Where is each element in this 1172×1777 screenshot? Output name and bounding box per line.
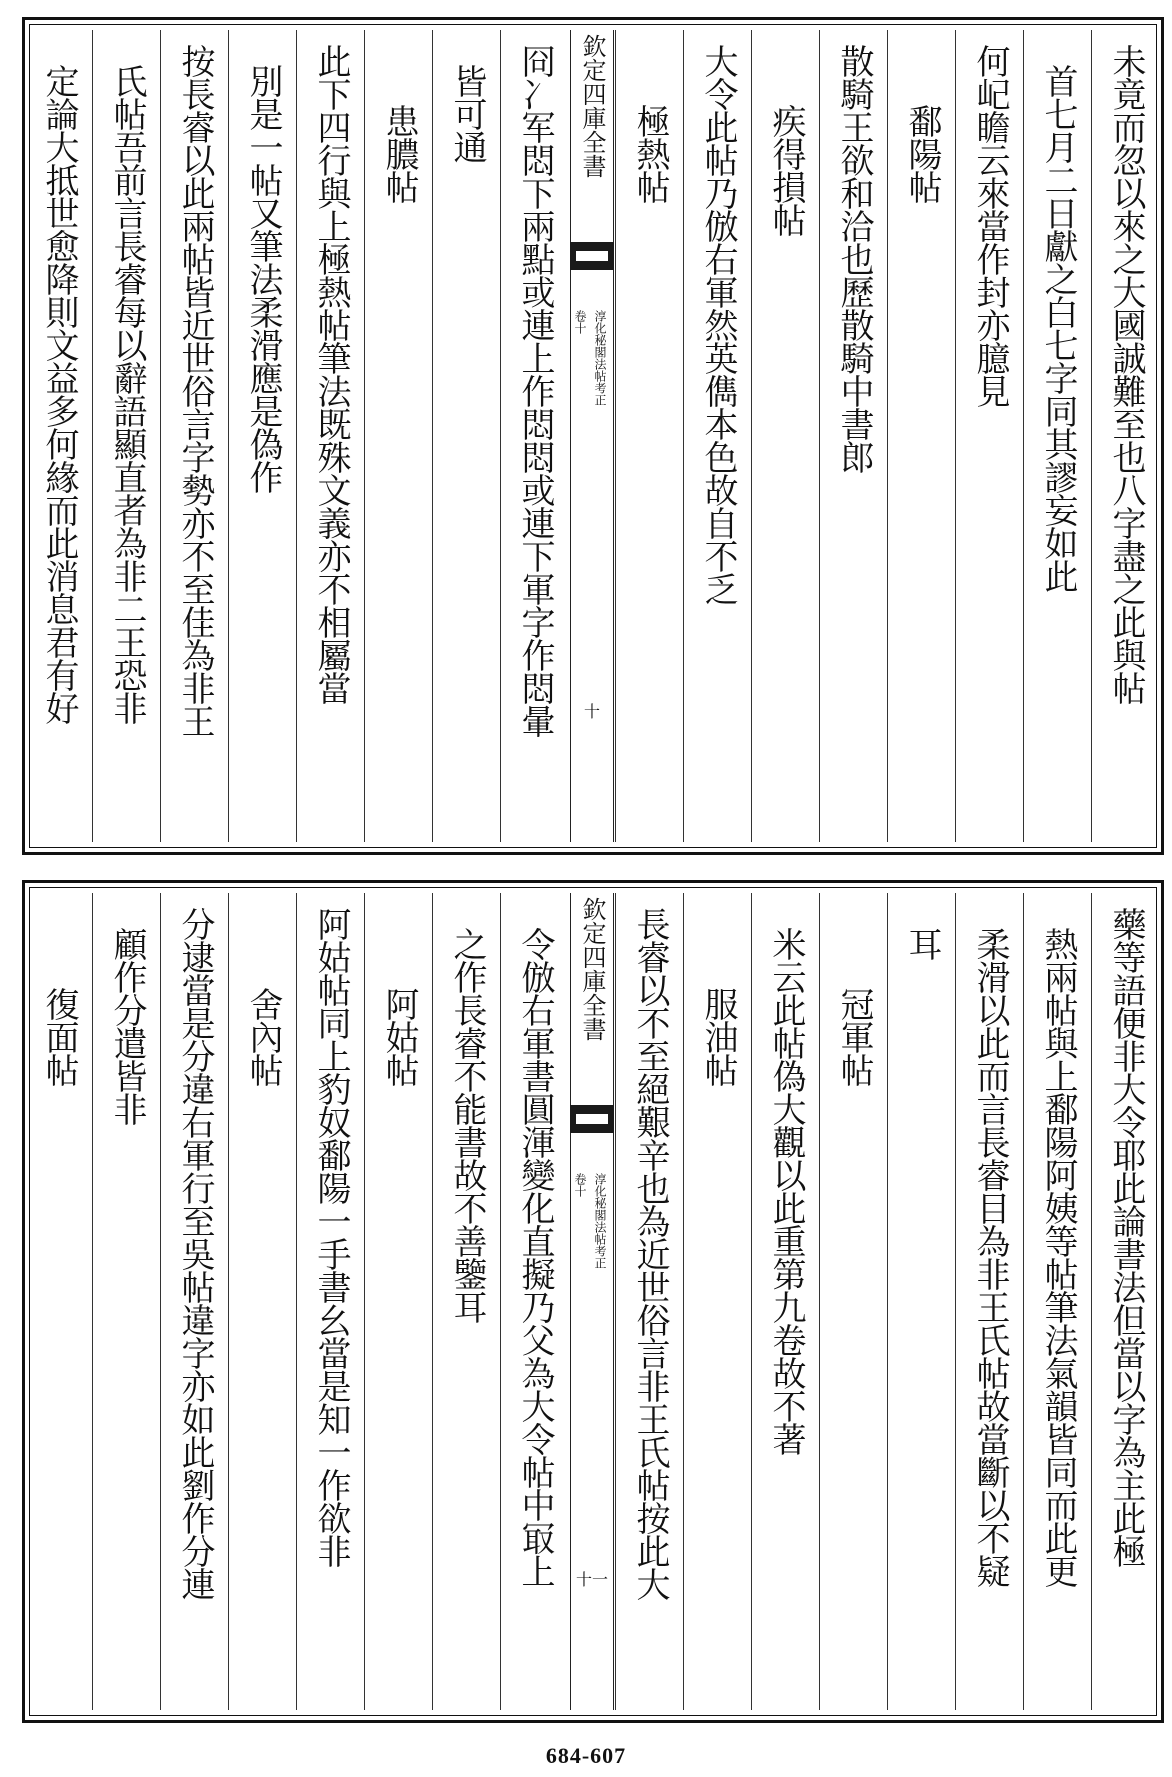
column-text: 顧作分遣皆非 bbox=[107, 927, 147, 1125]
text-column bbox=[162, 30, 228, 842]
text-column bbox=[26, 893, 92, 1710]
column-rule bbox=[500, 30, 501, 842]
text-column bbox=[366, 30, 432, 842]
text-column bbox=[434, 893, 500, 1710]
column-rule bbox=[615, 893, 616, 1710]
column-rule bbox=[92, 893, 93, 1710]
text-column bbox=[298, 893, 364, 1710]
text-column bbox=[94, 30, 160, 842]
column-rule bbox=[160, 30, 161, 842]
fish-tail-ornament bbox=[570, 1105, 614, 1133]
column-rule bbox=[751, 893, 752, 1710]
gutter-book-title: 淳化秘閣法帖考正 bbox=[593, 1173, 607, 1269]
gutter-volume: 卷十 bbox=[573, 1173, 587, 1197]
column-rule bbox=[1023, 30, 1024, 842]
gutter-volume: 卷十 bbox=[573, 310, 587, 334]
center-gutter bbox=[570, 30, 614, 842]
center-gutter bbox=[570, 893, 614, 1710]
column-rule bbox=[1023, 893, 1024, 1710]
column-rule bbox=[819, 30, 820, 842]
column-rule bbox=[228, 30, 229, 842]
column-text: 服油帖 bbox=[698, 987, 738, 1086]
column-rule bbox=[432, 893, 433, 1710]
column-rule bbox=[683, 893, 684, 1710]
top-page bbox=[22, 17, 1164, 855]
text-column bbox=[821, 30, 887, 842]
column-text: 分逮當是分違右軍行至吳帖違字亦如此劉作分連 bbox=[175, 907, 215, 1600]
column-rule bbox=[819, 893, 820, 1710]
column-rule bbox=[160, 893, 161, 1710]
column-rule bbox=[432, 30, 433, 842]
column-rule bbox=[955, 893, 956, 1710]
text-column bbox=[889, 893, 955, 1710]
column-text: 復面帖 bbox=[39, 987, 79, 1086]
column-text: 極熱帖 bbox=[630, 104, 670, 203]
folio-number: 684-607 bbox=[545, 1743, 627, 1768]
text-column bbox=[1093, 30, 1159, 842]
column-text: 冏冫军悶下兩點或連上作悶悶或連下軍字作悶暈 bbox=[515, 44, 555, 737]
text-column bbox=[957, 893, 1023, 1710]
text-column bbox=[617, 30, 683, 842]
column-text: 疾得損帖 bbox=[766, 104, 806, 236]
text-column bbox=[502, 30, 568, 842]
text-column bbox=[230, 893, 296, 1710]
column-text: 長睿以不至絕艱辛也為近世俗言非王氏帖按此大 bbox=[630, 907, 670, 1600]
column-text: 藥等語便非大令耶此論書法但當以字為主此極 bbox=[1106, 907, 1146, 1567]
text-column bbox=[94, 893, 160, 1710]
text-column bbox=[502, 893, 568, 1710]
column-text: 耳 bbox=[902, 927, 942, 960]
text-column bbox=[685, 893, 751, 1710]
column-text: 皆可通 bbox=[447, 64, 487, 163]
column-rule bbox=[364, 30, 365, 842]
gutter-header: 欽定四庫全書 bbox=[578, 897, 606, 1041]
column-text: 氏帖吾前言長睿每以辭語顯直者為非二王恐非 bbox=[107, 64, 147, 724]
bottom-page bbox=[22, 880, 1164, 1723]
text-column bbox=[1025, 30, 1091, 842]
column-rule bbox=[364, 893, 365, 1710]
column-rule bbox=[887, 30, 888, 842]
column-text: 阿姑帖同上豹奴鄱陽一手書幺當是知一作欲非 bbox=[311, 907, 351, 1567]
column-text: 何屺瞻云來當作封亦臆見 bbox=[970, 44, 1010, 407]
column-text: 此下四行與上極熱帖筆法既殊文義亦不相屬當 bbox=[311, 44, 351, 704]
fish-tail-ornament bbox=[570, 242, 614, 270]
column-text: 別是一帖又筆法柔滑應是偽作 bbox=[243, 64, 283, 493]
column-text: 令倣右軍書圓渾變化直擬乃父為大令帖中冣上 bbox=[515, 927, 555, 1587]
column-rule bbox=[296, 893, 297, 1710]
column-text: 柔滑以此而言長睿目為非王氏帖故當斷以不疑 bbox=[970, 927, 1010, 1587]
text-column bbox=[434, 30, 500, 842]
column-text: 冠軍帖 bbox=[834, 987, 874, 1086]
text-column bbox=[957, 30, 1023, 842]
column-rule bbox=[1091, 30, 1092, 842]
column-text: 鄱陽帖 bbox=[902, 104, 942, 203]
column-text: 米云此帖偽大觀以此重第九卷故不著 bbox=[766, 927, 806, 1455]
column-text: 首七月二日獻之白七字同其謬妄如此 bbox=[1038, 64, 1078, 592]
column-rule bbox=[1091, 893, 1092, 1710]
text-column bbox=[230, 30, 296, 842]
column-text: 之作長睿不能書故不善鑒耳 bbox=[447, 927, 487, 1323]
column-text: 大令此帖乃倣右軍然英儁本色故自不乏 bbox=[698, 44, 738, 605]
text-column bbox=[26, 30, 92, 842]
text-column bbox=[821, 893, 887, 1710]
text-column bbox=[366, 893, 432, 1710]
text-column bbox=[889, 30, 955, 842]
column-text: 舍內帖 bbox=[243, 987, 283, 1086]
gutter-header: 欽定四庫全書 bbox=[578, 34, 606, 178]
column-rule bbox=[683, 30, 684, 842]
gutter-page-number: 十一 bbox=[575, 1570, 608, 1589]
column-rule bbox=[955, 30, 956, 842]
text-column bbox=[753, 893, 819, 1710]
column-text: 散騎王欲和洽也歷散騎中書郎 bbox=[834, 44, 874, 473]
gutter-book-title: 淳化秘閣法帖考正 bbox=[593, 310, 607, 406]
column-rule bbox=[228, 893, 229, 1710]
column-text: 患膿帖 bbox=[379, 104, 419, 203]
column-text: 阿姑帖 bbox=[379, 987, 419, 1086]
column-text: 按長睿以此兩帖皆近世俗言字勢亦不至佳為非王 bbox=[175, 44, 215, 737]
column-rule bbox=[296, 30, 297, 842]
text-column bbox=[617, 893, 683, 1710]
column-rule bbox=[500, 893, 501, 1710]
column-rule bbox=[887, 893, 888, 1710]
column-rule bbox=[615, 30, 616, 842]
text-column bbox=[298, 30, 364, 842]
column-rule bbox=[92, 30, 93, 842]
column-text: 熱兩帖與上鄱陽阿姨等帖筆法氣韻皆同而此更 bbox=[1038, 927, 1078, 1587]
column-rule bbox=[751, 30, 752, 842]
text-column bbox=[753, 30, 819, 842]
text-column bbox=[1093, 893, 1159, 1710]
text-column bbox=[162, 893, 228, 1710]
gutter-page-number: 十 bbox=[583, 702, 600, 721]
column-text: 定論大抵世愈降則文益多何緣而此消息君有好 bbox=[39, 64, 79, 724]
text-column bbox=[1025, 893, 1091, 1710]
column-text: 未竟而忽以來之大國誠難至也八字盡之此與帖 bbox=[1106, 44, 1146, 704]
text-column bbox=[685, 30, 751, 842]
